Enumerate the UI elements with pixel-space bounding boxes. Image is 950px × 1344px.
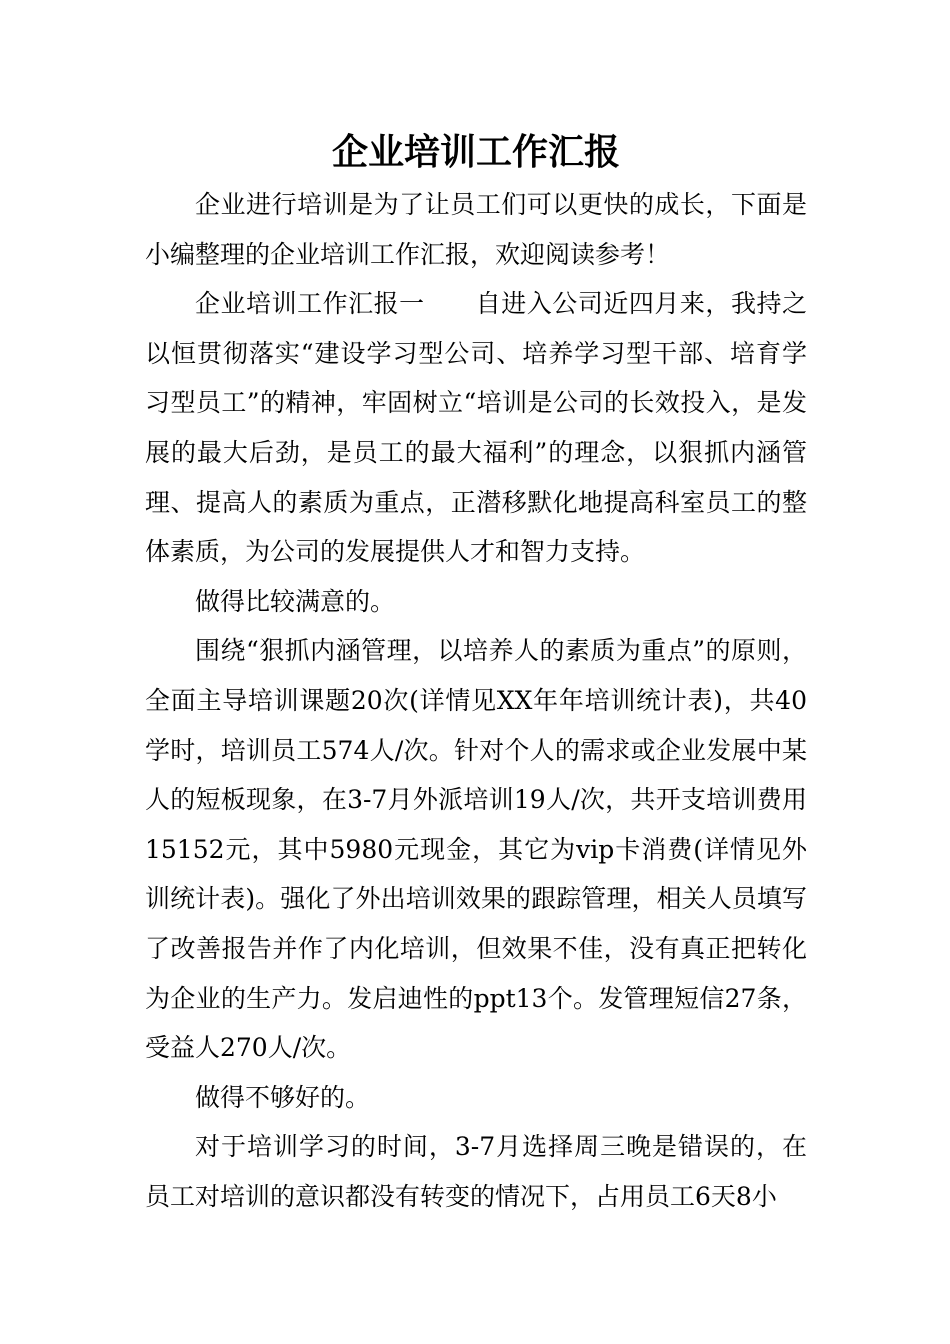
paragraph-intro: 企业进行培训是为了让员工们可以更快的成长，下面是小编整理的企业培训工作汇报，欢迎阅读参考！ xyxy=(145,190,807,269)
document-page xyxy=(145,128,807,1221)
document-title: 企业培训工作汇报 xyxy=(331,131,620,173)
paragraph-not-good-heading: 做得不够好的。 xyxy=(195,1082,371,1112)
paragraph-report-one: 企业培训工作汇报一 自进入公司近四月来，我持之以恒贯彻落实“建设学习型公司、培养学习型干部、培育学习型员工”的精神，牢固树立“培训是公司的长效投入，是发展的最大后劲，是员工的最大福利”的理念，以狠抓内涵管理、提高人的素质为重点，正潜移默化地提高科室员工的整体素质，为公司的发展提供人才和智力支持。 xyxy=(145,289,807,567)
paragraph-training-summary: 围绕“狠抓内涵管理，以培养人的素质为重点”的原则，全面主导培训课题20次(详情见XX年年培训统计表)，共40学时，培训员工574人/次。针对个人的需求或企业发展中某人的短板现象，在3-7月外派培训19人/次，共开支培训费用15152元，其中5980元现金，其它为vip卡消费(详情见外训统计表)。强化了外出培训效果的跟踪管理，相关人员填写了改善报告并作了内化培训，但效果不佳，没有真正把转化为企业的生产力。发启迪性的ppt13个。发管理短信27条，受益人270人/次。 xyxy=(145,636,807,1063)
paragraph-training-time: 对于培训学习的时间，3-7月选择周三晚是错误的，在员工对培训的意识都没有转变的情况下，占用员工6天8小 xyxy=(145,1132,807,1211)
paragraph-satisfied-heading: 做得比较满意的。 xyxy=(195,586,396,616)
